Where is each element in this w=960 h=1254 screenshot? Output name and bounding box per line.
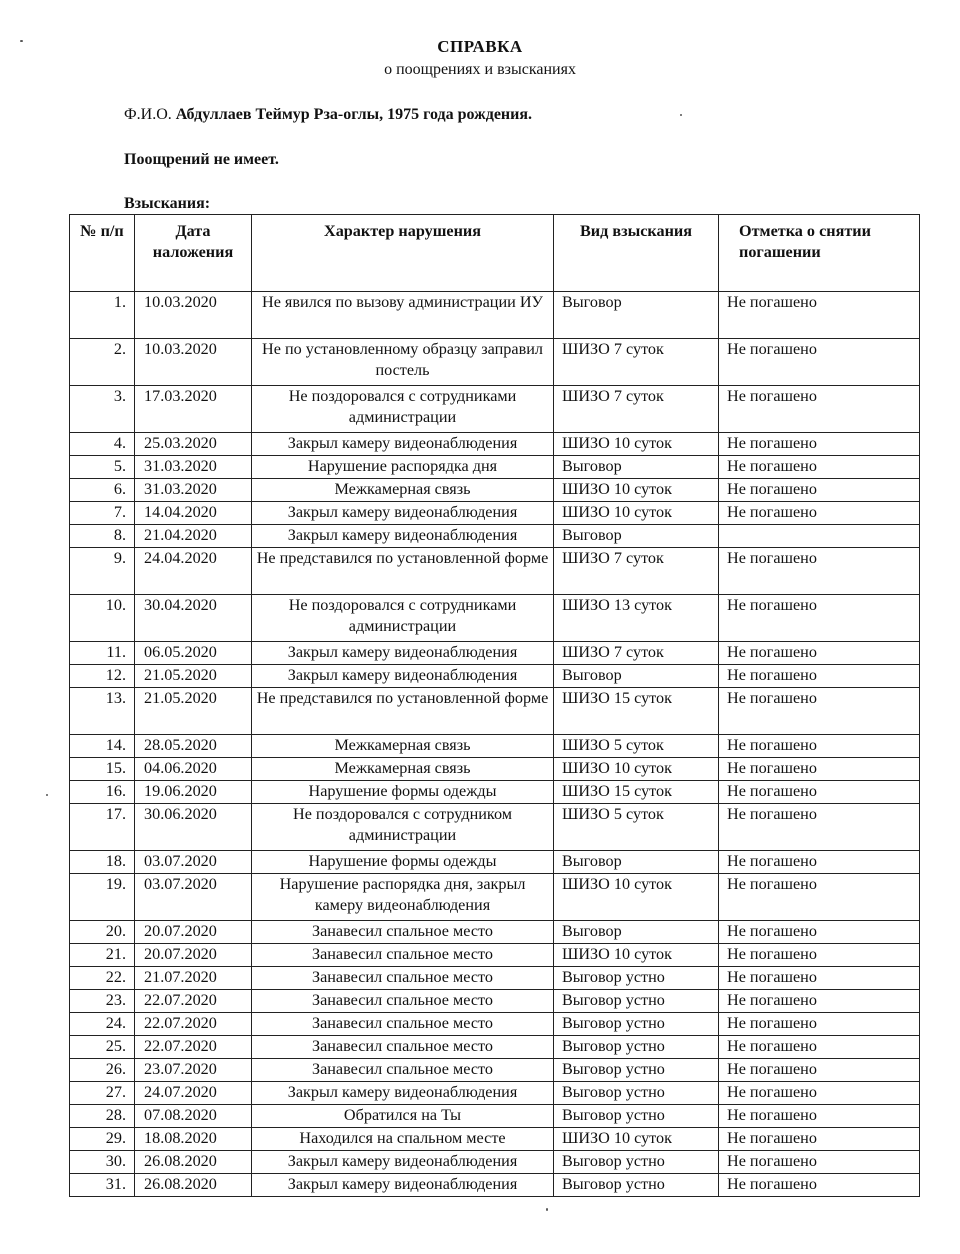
row-date: 07.08.2020 [135,1105,252,1128]
row-date: 03.07.2020 [135,851,252,874]
row-number: 14. [70,735,135,758]
row-penalty: ШИЗО 10 суток [554,479,719,502]
table-row [70,944,920,967]
row-date: 03.07.2020 [135,874,252,921]
row-date: 26.08.2020 [135,1174,252,1197]
row-date: 14.04.2020 [135,502,252,525]
row-mark: Не погашено [719,642,920,665]
row-violation: Занавесил спальное место [252,921,554,944]
row-mark: Не погашено [719,433,920,456]
row-penalty: ШИЗО 13 суток [554,595,719,642]
row-number: 19. [70,874,135,921]
row-date: 31.03.2020 [135,479,252,502]
row-number: 16. [70,781,135,804]
row-number: 23. [70,990,135,1013]
row-number: 28. [70,1105,135,1128]
row-penalty: ШИЗО 15 суток [554,781,719,804]
row-penalty: Выговор устно [554,1013,719,1036]
row-violation: Занавесил спальное место [252,1059,554,1082]
row-violation: Не представился по установленной форме [252,548,554,595]
row-violation: Нарушение распорядка дня, закрыл камеру видеонаблюдения [252,874,554,921]
table-row [70,525,920,548]
fio-line [124,106,532,124]
row-mark: Не погашено [719,781,920,804]
row-mark: Не погашено [719,944,920,967]
row-number: 7. [70,502,135,525]
row-number: 27. [70,1082,135,1105]
row-date: 06.05.2020 [135,642,252,665]
row-number: 8. [70,525,135,548]
row-mark [719,525,920,548]
row-penalty: ШИЗО 7 суток [554,642,719,665]
row-number: 20. [70,921,135,944]
row-date: 21.05.2020 [135,688,252,735]
row-date: 25.03.2020 [135,433,252,456]
penalties-heading: Взыскания: [124,195,211,212]
table-row [70,921,920,944]
table-row [70,874,920,921]
document-title: СПРАВКА [437,37,523,56]
row-penalty: Выговор устно [554,990,719,1013]
row-mark: Не погашено [719,548,920,595]
row-penalty: Выговор устно [554,1151,719,1174]
row-violation: Не поздоровался с сотрудниками администрации [252,595,554,642]
row-violation: Межкамерная связь [252,758,554,781]
row-violation: Закрыл камеру видеонаблюдения [252,525,554,548]
row-number: 2. [70,339,135,386]
row-number: 24. [70,1013,135,1036]
row-mark: Не погашено [719,386,920,433]
row-violation: Обратился на Ты [252,1105,554,1128]
row-penalty: ШИЗО 10 суток [554,1128,719,1151]
row-violation: Межкамерная связь [252,479,554,502]
row-number: 18. [70,851,135,874]
row-penalty: ШИЗО 10 суток [554,874,719,921]
row-penalty: ШИЗО 7 суток [554,548,719,595]
row-penalty: ШИЗО 5 суток [554,735,719,758]
row-violation: Закрыл камеру видеонаблюдения [252,665,554,688]
row-number: 26. [70,1059,135,1082]
row-number: 5. [70,456,135,479]
row-violation: Не представился по установленной форме [252,688,554,735]
document-subtitle: о поощрениях и взысканиях [384,61,576,78]
row-violation: Находился на спальном месте [252,1128,554,1151]
table-row [70,781,920,804]
table-row [70,1013,920,1036]
row-mark: Не погашено [719,1082,920,1105]
row-penalty: Выговор [554,921,719,944]
row-penalty: ШИЗО 10 суток [554,758,719,781]
row-mark: Не погашено [719,851,920,874]
row-violation: Закрыл камеру видеонаблюдения [252,642,554,665]
header-mark: Отметка о снятии погашении [719,215,920,292]
row-number: 3. [70,386,135,433]
row-date: 30.04.2020 [135,595,252,642]
table-row [70,804,920,851]
table-row [70,1036,920,1059]
row-date: 24.04.2020 [135,548,252,595]
table-row [70,548,920,595]
row-penalty: ШИЗО 10 суток [554,944,719,967]
row-number: 15. [70,758,135,781]
row-penalty: ШИЗО 10 суток [554,433,719,456]
row-date: 20.07.2020 [135,921,252,944]
scan-speck [546,1208,548,1211]
row-penalty: Выговор устно [554,967,719,990]
row-mark: Не погашено [719,1059,920,1082]
row-mark: Не погашено [719,804,920,851]
row-violation: Не явился по вызову администрации ИУ [252,292,554,339]
row-number: 25. [70,1036,135,1059]
row-date: 24.07.2020 [135,1082,252,1105]
row-date: 26.08.2020 [135,1151,252,1174]
table-row [70,967,920,990]
header-num: № п/п [70,215,135,292]
row-penalty: Выговор [554,851,719,874]
row-penalty: Выговор [554,292,719,339]
row-number: 30. [70,1151,135,1174]
table-row [70,502,920,525]
row-violation: Закрыл камеру видеонаблюдения [252,502,554,525]
row-violation: Закрыл камеру видеонаблюдения [252,433,554,456]
fio-value: Абдуллаев Теймур Рза-оглы, 1975 года рождения. [175,106,533,123]
row-penalty: Выговор [554,665,719,688]
row-violation: Занавесил спальное место [252,944,554,967]
row-mark: Не погашено [719,688,920,735]
row-violation: Не по установленному образцу заправил постель [252,339,554,386]
row-penalty: ШИЗО 7 суток [554,339,719,386]
table-row [70,1174,920,1197]
row-penalty: Выговор устно [554,1036,719,1059]
table-row [70,642,920,665]
scan-speck [680,114,682,116]
row-penalty: Выговор устно [554,1174,719,1197]
table-row [70,758,920,781]
row-violation: Нарушение формы одежды [252,851,554,874]
row-violation: Не поздоровался с сотрудниками администрации [252,386,554,433]
row-mark: Не погашено [719,1013,920,1036]
table-row [70,1082,920,1105]
row-date: 04.06.2020 [135,758,252,781]
row-number: 13. [70,688,135,735]
table-row [70,595,920,642]
row-mark: Не погашено [719,292,920,339]
row-date: 21.07.2020 [135,967,252,990]
row-date: 22.07.2020 [135,990,252,1013]
row-number: 21. [70,944,135,967]
row-date: 18.08.2020 [135,1128,252,1151]
row-mark: Не погашено [719,1036,920,1059]
table-row [70,1105,920,1128]
row-mark: Не погашено [719,456,920,479]
row-number: 31. [70,1174,135,1197]
table-row [70,479,920,502]
row-number: 12. [70,665,135,688]
row-number: 17. [70,804,135,851]
row-number: 11. [70,642,135,665]
scan-speck [20,40,23,42]
header-penalty: Вид взыскания [554,215,719,292]
row-number: 9. [70,548,135,595]
table-row [70,1128,920,1151]
row-violation: Занавесил спальное место [252,1036,554,1059]
awards-statement: Поощрений не имеет. [124,151,279,168]
row-mark: Не погашено [719,874,920,921]
row-penalty: ШИЗО 10 суток [554,502,719,525]
row-penalty: ШИЗО 15 суток [554,688,719,735]
penalties-table-wrap [69,214,871,1199]
row-date: 20.07.2020 [135,944,252,967]
table-row [70,433,920,456]
row-date: 23.07.2020 [135,1059,252,1082]
row-mark: Не погашено [719,1128,920,1151]
row-violation: Межкамерная связь [252,735,554,758]
table-row [70,1059,920,1082]
row-violation: Закрыл камеру видеонаблюдения [252,1151,554,1174]
row-date: 31.03.2020 [135,456,252,479]
header-date: Дата наложения [135,215,252,292]
table-header-row [70,215,920,292]
table-row [70,456,920,479]
row-mark: Не погашено [719,990,920,1013]
row-penalty: Выговор [554,456,719,479]
row-violation: Занавесил спальное место [252,967,554,990]
row-mark: Не погашено [719,735,920,758]
row-date: 21.05.2020 [135,665,252,688]
row-mark: Не погашено [719,479,920,502]
row-violation: Занавесил спальное место [252,990,554,1013]
row-date: 21.04.2020 [135,525,252,548]
row-mark: Не погашено [719,339,920,386]
row-number: 1. [70,292,135,339]
row-penalty: Выговор устно [554,1105,719,1128]
table-row [70,339,920,386]
penalties-table [69,214,920,1197]
row-mark: Не погашено [719,665,920,688]
row-mark: Не погашено [719,967,920,990]
row-date: 10.03.2020 [135,292,252,339]
row-violation: Закрыл камеру видеонаблюдения [252,1082,554,1105]
row-date: 30.06.2020 [135,804,252,851]
row-violation: Не поздоровался с сотрудником администрации [252,804,554,851]
row-penalty: Выговор устно [554,1059,719,1082]
row-mark: Не погашено [719,502,920,525]
row-date: 22.07.2020 [135,1036,252,1059]
row-number: 10. [70,595,135,642]
scan-speck [46,794,48,796]
table-row [70,688,920,735]
table-body [70,292,920,1197]
header-violation: Характер нарушения [252,215,554,292]
row-number: 29. [70,1128,135,1151]
row-violation: Занавесил спальное место [252,1013,554,1036]
row-penalty: ШИЗО 5 суток [554,804,719,851]
row-mark: Не погашено [719,921,920,944]
row-violation: Нарушение распорядка дня [252,456,554,479]
row-violation: Нарушение формы одежды [252,781,554,804]
row-penalty: Выговор [554,525,719,548]
row-mark: Не погашено [719,1151,920,1174]
table-row [70,735,920,758]
row-number: 22. [70,967,135,990]
row-violation: Закрыл камеру видеонаблюдения [252,1174,554,1197]
fio-label: Ф.И.О. [124,106,172,123]
row-date: 19.06.2020 [135,781,252,804]
row-mark: Не погашено [719,1174,920,1197]
table-row [70,665,920,688]
row-number: 4. [70,433,135,456]
row-date: 28.05.2020 [135,735,252,758]
row-date: 22.07.2020 [135,1013,252,1036]
table-row [70,386,920,433]
row-mark: Не погашено [719,1105,920,1128]
table-row [70,851,920,874]
table-row [70,990,920,1013]
table-row [70,1151,920,1174]
row-penalty: Выговор устно [554,1082,719,1105]
row-mark: Не погашено [719,758,920,781]
row-penalty: ШИЗО 7 суток [554,386,719,433]
row-date: 10.03.2020 [135,339,252,386]
row-number: 6. [70,479,135,502]
row-mark: Не погашено [719,595,920,642]
table-row [70,292,920,339]
row-date: 17.03.2020 [135,386,252,433]
